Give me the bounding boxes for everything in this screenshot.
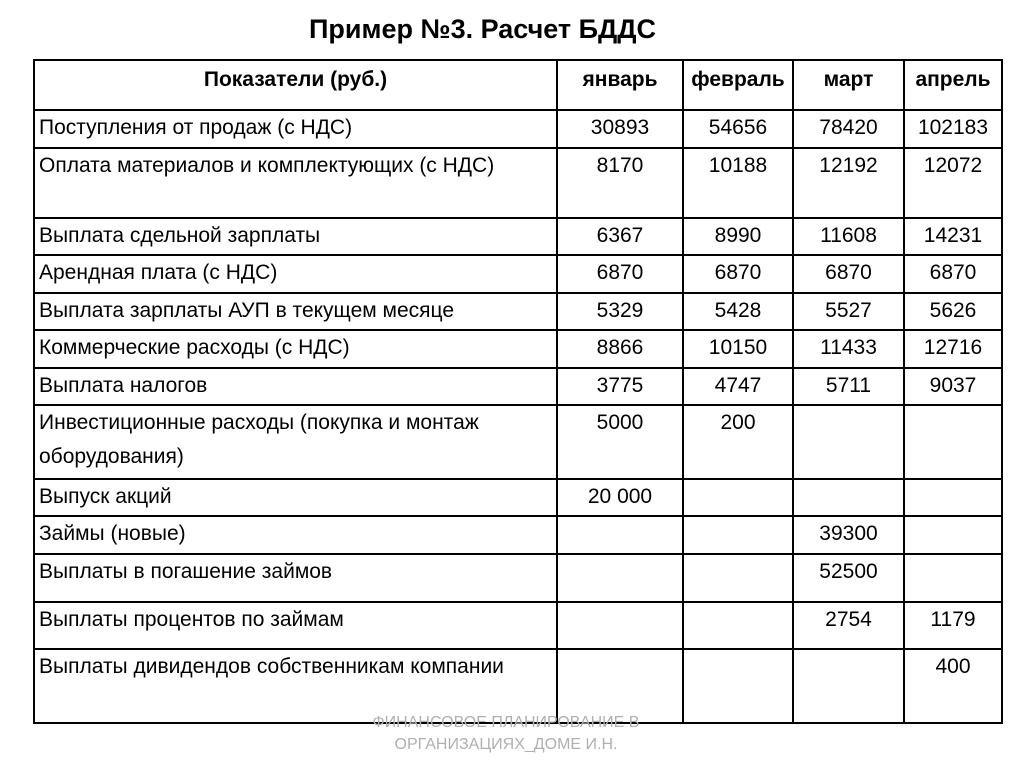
cell-value: 5626 <box>904 293 1002 330</box>
cell-value: 20 000 <box>557 479 683 516</box>
row-label: Выплата налогов <box>34 368 557 405</box>
cell-value <box>904 405 1002 479</box>
cell-value: 11608 <box>793 218 904 255</box>
row-label: Оплата материалов и комплектующих (с НДС) <box>34 148 557 218</box>
table-row <box>34 405 1002 479</box>
cell-value: 8990 <box>683 218 793 255</box>
cell-value: 11433 <box>793 330 904 368</box>
row-label: Инвестиционные расходы (покупка и монтаж оборудования) <box>34 405 557 479</box>
row-label: Арендная плата (с НДС) <box>34 255 557 293</box>
row-label: Выплаты процентов по займам <box>34 602 557 649</box>
cell-value: 54656 <box>683 110 793 148</box>
cell-value: 9037 <box>904 368 1002 405</box>
cell-value: 4747 <box>683 368 793 405</box>
cell-value: 6367 <box>557 218 683 255</box>
cell-value: 200 <box>683 405 793 479</box>
table-row <box>34 148 1002 218</box>
cell-value: 5000 <box>557 405 683 479</box>
cell-value: 5527 <box>793 293 904 330</box>
row-label: Выплаты в погашение займов <box>34 554 557 602</box>
cell-value <box>683 554 793 602</box>
table-row <box>34 368 1002 405</box>
table-row <box>34 479 1002 516</box>
cell-value: 1179 <box>904 602 1002 649</box>
cell-value: 6870 <box>683 255 793 293</box>
cell-value: 6870 <box>904 255 1002 293</box>
header-february: февраль <box>683 60 793 110</box>
cell-value <box>904 479 1002 516</box>
table-row <box>34 110 1002 148</box>
header-march: март <box>793 60 904 110</box>
table-row <box>34 554 1002 602</box>
cell-value: 2754 <box>793 602 904 649</box>
cell-value <box>557 554 683 602</box>
cell-value: 30893 <box>557 110 683 148</box>
cell-value <box>793 405 904 479</box>
footer-line-2: ОРГАНИЗАЦИЯХ_ДОМЕ И.Н. <box>394 736 618 753</box>
row-label: Займы (новые) <box>34 516 557 554</box>
row-label: Поступления от продаж (с НДС) <box>34 110 557 148</box>
cell-value: 52500 <box>793 554 904 602</box>
table-row <box>34 602 1002 649</box>
cell-value <box>793 649 904 723</box>
cell-value: 10188 <box>683 148 793 218</box>
cell-value: 12192 <box>793 148 904 218</box>
footer-watermark <box>300 712 712 756</box>
bdds-table <box>33 59 1003 724</box>
cell-value: 5711 <box>793 368 904 405</box>
cell-value <box>904 516 1002 554</box>
cell-value <box>557 602 683 649</box>
table-row <box>34 218 1002 255</box>
cell-value: 14231 <box>904 218 1002 255</box>
row-label: Коммерческие расходы (с НДС) <box>34 330 557 368</box>
cell-value: 400 <box>904 649 1002 723</box>
cell-value: 6870 <box>793 255 904 293</box>
table-row <box>34 516 1002 554</box>
cell-value <box>557 516 683 554</box>
cell-value <box>904 554 1002 602</box>
cell-value <box>793 479 904 516</box>
page-title: Пример №3. Расчет БДДС <box>308 14 657 44</box>
row-label: Выпуск акций <box>34 479 557 516</box>
cell-value: 3775 <box>557 368 683 405</box>
cell-value: 8866 <box>557 330 683 368</box>
header-april: апрель <box>904 60 1002 110</box>
cell-value <box>683 479 793 516</box>
cell-value: 12716 <box>904 330 1002 368</box>
cell-value <box>683 516 793 554</box>
cell-value: 10150 <box>683 330 793 368</box>
header-indicators: Показатели (руб.) <box>34 60 557 110</box>
table-row <box>34 330 1002 368</box>
table-row <box>34 293 1002 330</box>
table-header-row <box>34 60 1002 110</box>
cell-value: 5428 <box>683 293 793 330</box>
cell-value: 8170 <box>557 148 683 218</box>
cell-value: 78420 <box>793 110 904 148</box>
footer-line-1: ФИНАНСОВОЕ ПЛАНИРОВАНИЕ В <box>372 714 640 731</box>
cell-value: 39300 <box>793 516 904 554</box>
cell-value: 12072 <box>904 148 1002 218</box>
cell-value: 102183 <box>904 110 1002 148</box>
cell-value: 6870 <box>557 255 683 293</box>
header-january: январь <box>557 60 683 110</box>
cell-value: 5329 <box>557 293 683 330</box>
row-label: Выплата зарплаты АУП в текущем месяце <box>34 293 557 330</box>
row-label: Выплата сдельной зарплаты <box>34 218 557 255</box>
cell-value <box>683 602 793 649</box>
table-body <box>34 110 1002 723</box>
row-label: Выплаты дивидендов собственникам компании <box>34 649 557 723</box>
table-row <box>34 255 1002 293</box>
